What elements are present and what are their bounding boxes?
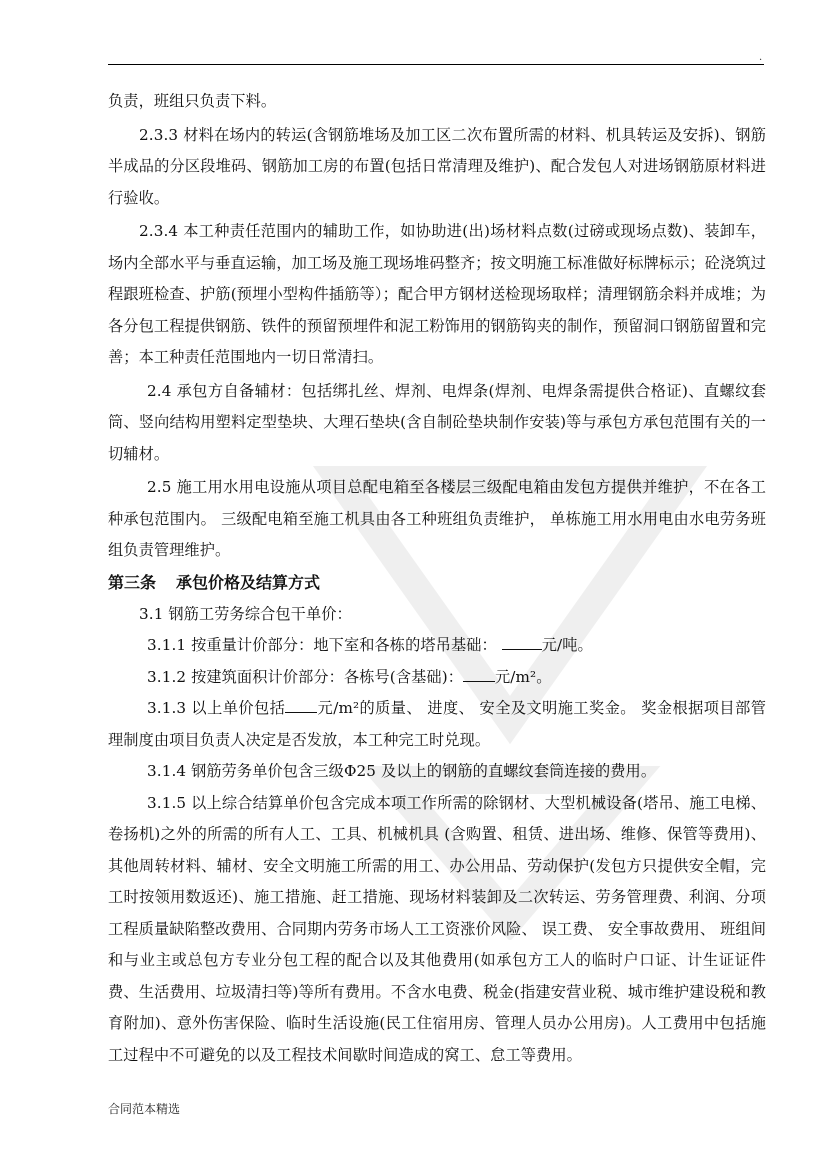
clause-3-1-1-unit: 元/吨。 [541, 636, 593, 654]
section-title: 承包价格及结算方式 [176, 572, 321, 592]
paragraph-continuation: 负责，班组只负责下料。 [108, 92, 277, 110]
paragraph-2-3-3: 2.3.3 材料在场内的转运(含钢筋堆场及加工区二次布置所需的材料、机具转运及安拆)、钢筋半成品的分区段堆码、钢筋加工房的布置(包括日常清理及维护)、配合发包人对进场钢筋原材料进行验收。 [108, 125, 767, 207]
clause-3-1-1-text: 3.1.1 按重量计价部分：地下室和各栋的塔吊基础： [147, 636, 497, 654]
section-number: 第三条 [108, 572, 157, 592]
page-footer: 合同范本精选 [108, 1102, 181, 1116]
paragraph-2-5: 2.5 施工用水用电设施从项目总配电箱至各楼层三级配电箱由发包方提供并维护，不在各工种承包范围内。 三级配电箱至施工机具由各工种班组负责维护， 单栋施工用水用电由水电劳务班组负责管理维护。 [108, 478, 766, 559]
section-heading [108, 567, 766, 599]
paragraph-3-1-3 [108, 693, 766, 756]
paragraph-3-1: 3.1 钢筋工劳务综合包干单价： [139, 604, 352, 623]
price-blank-per-ton [502, 634, 542, 650]
paragraph-3-1-2 [108, 662, 766, 694]
paragraph-2-3-4: 2.3.4 本工种责任范围内的辅助工作，如协助进(出)场材料点数(过磅或现场点数)、装卸车，场内全部水平与垂直运输，加工场及施工现场堆码整齐；按文明施工标准做好标牌标示；砼浇筑过程跟班检查、护筋(预埋小型构件插筋等）；配合甲方钢材送检现场取样；清理钢筋余料并成堆；为各分包工程提供钢筋、铁件的预留预埋件和泥工粉饰用的钢筋钩夹的制作，预留洞口钢筋留置和完善；本工种责任范围地内一切日常清扫。 [108, 222, 766, 366]
paragraph-2-4: 2.4 承包方自备辅材：包括绑扎丝、焊剂、电焊条(焊剂、电焊条需提供合格证)、直螺纹套筒、竖向结构用塑料定型垫块、大理石垫块(含自制砼垫块制作安装)等与承包方承包范围有关的一切辅材。 [108, 381, 766, 463]
clause-3-1-3-text: 3.1.3 以上单价包括 [147, 699, 286, 717]
price-blank-per-area [463, 666, 495, 682]
header-rule [108, 64, 764, 65]
paragraph-3-1-5: 3.1.5 以上综合结算单价包含完成本项工作所需的除钢材、大型机械设备(塔吊、施工电梯、卷扬机)之外的所需的所有人工、工具、机械机具 (含购置、租赁、进出场、维修、保管等费用)、其他周转材料、辅材、安全文明施工所需的用工、办公用品、劳动保护(发包方只提供安全帽，完工时按领用数返还)、施工措施、赶工措施、现场材料装卸及二次转运、劳务管理费、利润、分项工程质量缺陷整改费用、合同期内劳务市场人工工资涨价风险、 误工费、 安全事故费用、 班组间和与业主或总包方专业分包工程的配合以及其他费用(如承包方工人的临时户口证、计生证证件费、生活费用、垃圾清扫等)等所有费用。不含水电费、税金(指建安营业税、城市维护建设税和教育附加)、意外伤害保险、临时生活设施(民工住宿用房、管理人员办公用房)。人工费用中包括施工过程中不可避免的以及工程技术间歇时间造成的窝工、怠工等费用。 [108, 793, 766, 1064]
paragraph-3-1-1 [108, 630, 766, 662]
bonus-blank [285, 697, 317, 713]
paragraph-3-1-4: 3.1.4 钢筋劳务单价包含三级Φ25 及以上的钢筋的直螺纹套筒连接的费用。 [147, 762, 657, 780]
header-mark: . [759, 52, 763, 63]
document-body [108, 86, 766, 1071]
clause-3-1-2-text: 3.1.2 按建筑面积计价部分：各栋号(含基础)： [147, 667, 464, 686]
clause-3-1-2-unit: 元/m²。 [495, 667, 552, 686]
clause-3-1-3-rest: 元/m²的质量、 进度、 安全及文明施工奖金。 奖金根据项目部管理制度由项目负责人决定是否发放，本工种完工时兑现。 [108, 699, 766, 749]
